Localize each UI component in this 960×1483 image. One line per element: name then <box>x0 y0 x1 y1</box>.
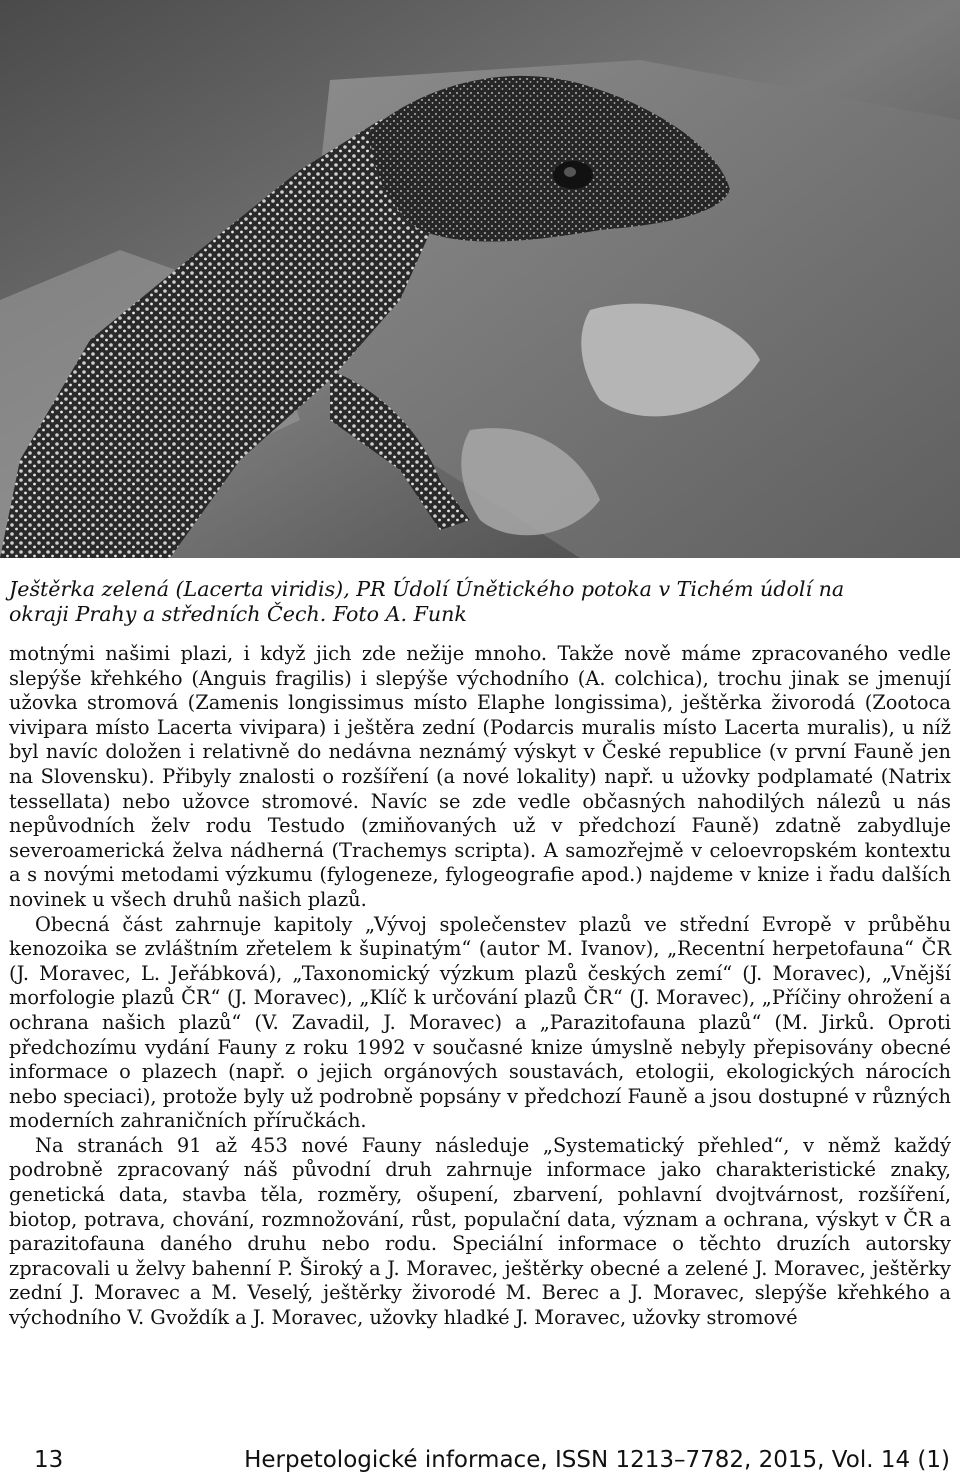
caption-line-1: Ještěrka zelená (Lacerta viridis), PR Údolí Únětického potoka v Tichém údolí na <box>9 577 845 601</box>
page-number: 13 <box>34 1447 64 1473</box>
paragraph-3: Na stranách 91 až 453 nové Fauny následuje „Systematický přehled“, v němž každý podrobně zpracovaný náš původní druh zahrnuje informace jako charakteristické znaky, genetická data, stavba těla, rozměry, ošupení, zbarvení, pohlavní dvojtvárnost, rozšíření, biotop, potrava, chování, rozmnožování, růst, populační data, význam a ochrana, výskyt v ČR a parazitofauna daného druhu nebo rodu. Speciální informace o těchto druzích autorsky zpracovali u želvy bahenní P. Široký a J. Moravec, ještěrky obecné a zelené J. Moravec, ještěrky zední J. Moravec a M. Veselý, ještěrky živorodé M. Berec a J. Moravec, slepýše křehkého a východního V. Gvoždík a J. Moravec, užovky hladké J. Moravec, užovky stromové <box>9 1133 951 1330</box>
page-footer <box>0 1447 960 1477</box>
article-body <box>9 642 951 1331</box>
lizard-illustration <box>0 0 960 558</box>
paragraph-2: Obecná část zahrnuje kapitoly „Vývoj společenstev plazů ve střední Evropě v průběhu kenozoika se zvláštním zřetelem k šupinatým“ (autor M. Ivanov), „Recentní herpetofauna“ ČR (J. Moravec, L. Jeřábková), „Taxonomický výzkum plazů českých zemí“ (J. Moravec), „Vnější morfologie plazů ČR“ (J. Moravec), „Klíč k určování plazů ČR“ (J. Moravec), „Příčiny ohrožení a ochrana našich plazů“ (V. Zavadil, J. Moravec) a „Parazitofauna plazů“ (M. Jirků. Oproti předchozímu vydání Fauny z roku 1992 v současné knize úmyslně nebyly přepisovány obecné informace o plazech (např. o jejich orgánových soustavách, etologii, ekologických nárocích nebo speciaci), protože byly už podrobně popsány v předchozí Fauně a jsou dostupné v různých moderních zahraničních příručkách. <box>9 912 951 1133</box>
paragraph-1: motnými našimi plazi, i když jich zde nežije mnoho. Takže nově máme zpracovaného vedle slepýše křehkého (Anguis fragilis) i slepýše východního (A. colchica), trochu jinak se jmenují užovka stromová (Zamenis longissimus místo Elaphe longissima), ještěrka živorodá (Zootoca vivipara místo Lacerta vivipara) i ještěra zední (Podarcis muralis místo Lacerta muralis), u níž byl navíc doložen i relativně do nedávna neznámý výskyt v České republice (v první Fauně jen na Slovensku). Přibyly znalosti o rozšíření (a nové lokality) např. u užovky podplamaté (Natrix tessellata) nebo užovce stromové. Navíc se zde vedle občasných nahodilých nálezů u nás nepůvodních želv rodu Testudo (zmiňovaných už v předchozí Fauně) zdatně zabydluje severoamerická želva nádherná (Trachemys scripta). A samozřejmě v celoevropském kontextu a s novými metodami výzkumu (fylogeneze, fylogeografie apod.) najdeme v knize i řadu dalších novinek u všech druhů našich plazů. <box>9 642 951 911</box>
lizard-photo <box>0 0 960 558</box>
caption-line-2: okraji Prahy a středních Čech. Foto A. Funk <box>9 602 467 626</box>
journal-citation: Herpetologické informace, ISSN 1213–7782, 2015, Vol. 14 (1) <box>244 1447 950 1473</box>
photo-caption <box>9 577 951 627</box>
